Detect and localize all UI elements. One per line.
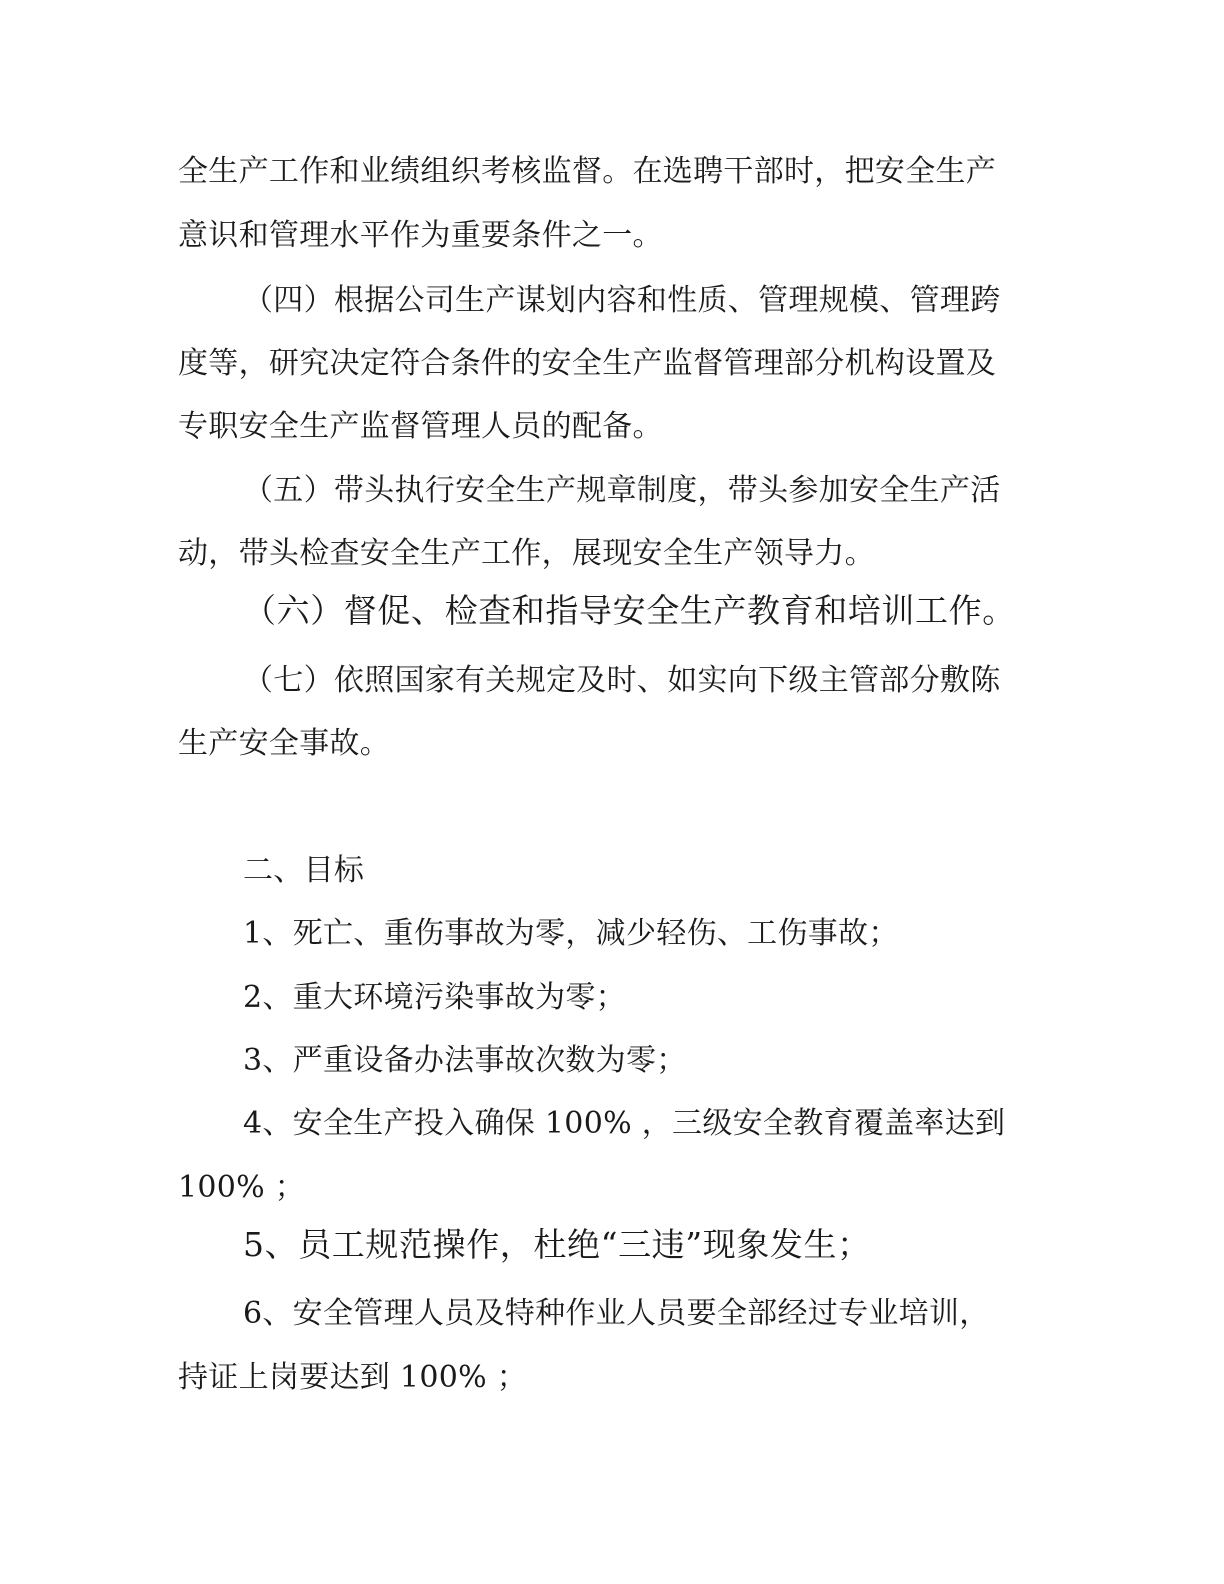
paragraph-line: （七）依照国家有关规定及时、如实向下级主管部分敷陈 bbox=[243, 663, 1001, 698]
paragraph-line: 生产安全事故。 bbox=[178, 726, 391, 761]
paragraph-line: 全生产工作和业绩组织考核监督。在选聘干部时，把安全生产 bbox=[178, 154, 997, 189]
list-item: 6、安全管理人员及特种作业人员要全部经过专业培训， bbox=[243, 1296, 990, 1331]
paragraph-line: 专职安全生产监督管理人员的配备。 bbox=[178, 409, 663, 444]
paragraph-line: 度等，研究决定符合条件的安全生产监督管理部分机构设置及 bbox=[178, 346, 997, 381]
list-item-continuation: 100% ； bbox=[178, 1170, 306, 1205]
list-item: 2、重大环境污染事故为零； bbox=[243, 980, 626, 1015]
list-item-continuation: 持证上岗要达到 100% ； bbox=[178, 1360, 528, 1395]
paragraph-line: （五）带头执行安全生产规章制度，带头参加安全生产活 bbox=[243, 473, 1001, 508]
list-item: 3、严重设备办法事故次数为零； bbox=[243, 1043, 687, 1078]
list-item: 1、死亡、重伤事故为零，减少轻伤、工伤事故； bbox=[243, 916, 899, 951]
paragraph-line: （四）根据公司生产谋划内容和性质、管理规模、管理跨 bbox=[243, 283, 1001, 318]
paragraph-line: （六）督促、检查和指导安全生产教育和培训工作。 bbox=[243, 591, 1016, 630]
list-item: 4、安全生产投入确保 100% ，三级安全教育覆盖率达到 bbox=[243, 1106, 1006, 1141]
paragraph-line: 动，带头检查安全生产工作，展现安全生产领导力。 bbox=[178, 536, 875, 571]
paragraph-line: 意识和管理水平作为重要条件之一。 bbox=[178, 218, 663, 253]
section-heading: 二、目标 bbox=[243, 853, 365, 888]
list-item: 5、员工规范操作，杜绝“三违”现象发生； bbox=[243, 1225, 871, 1264]
